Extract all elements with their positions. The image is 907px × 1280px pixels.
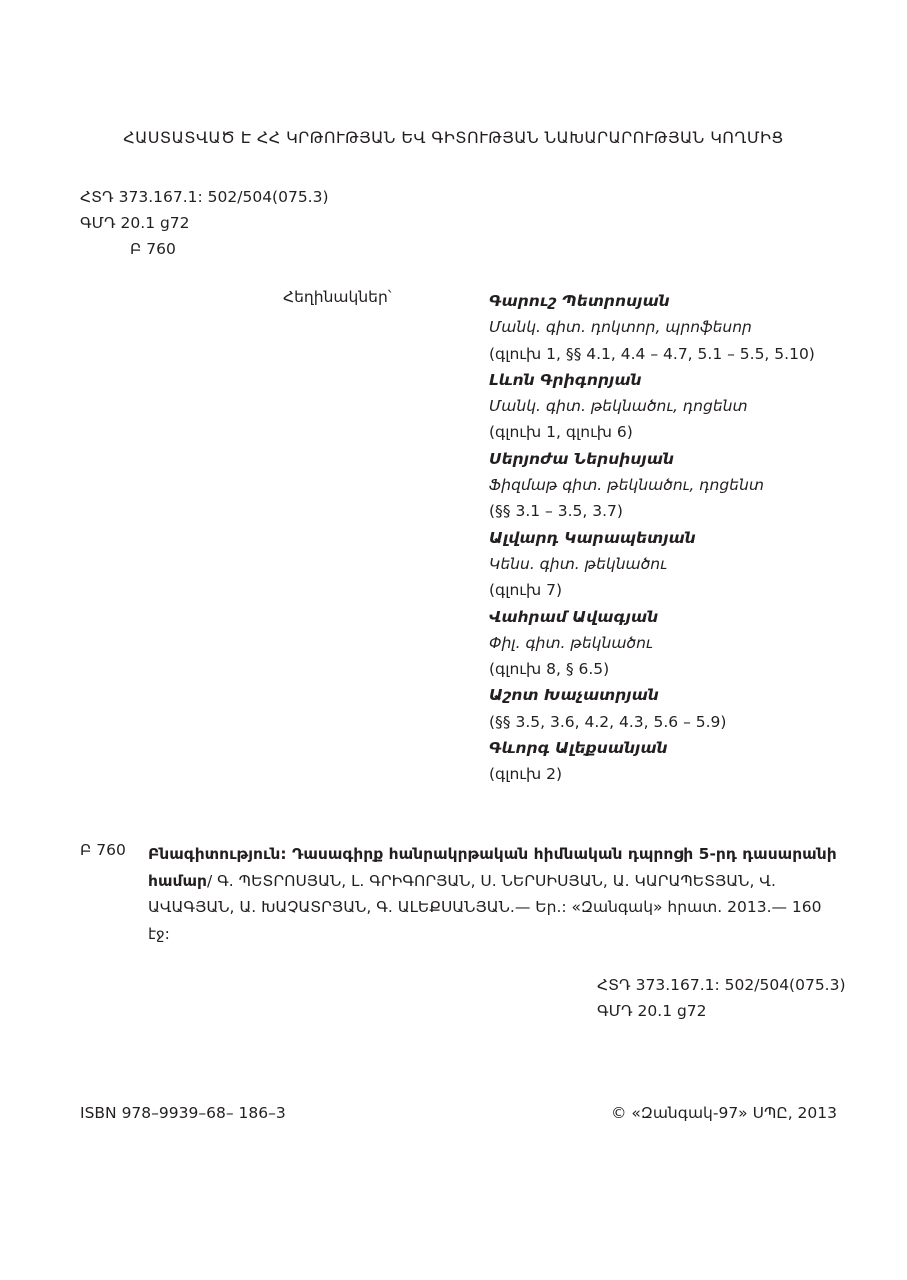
udc-code: ՀՏԴ 373.167.1: 502/504(075.3) [597, 976, 846, 994]
author-title: Ֆիզմաթ գիտ. թեկնածու, դոցենտ [489, 476, 764, 495]
authors-label: Հեղինակներ՝ [283, 288, 392, 306]
author-mark: Բ 760 [130, 240, 176, 258]
author-scope: (§§ 3.5, 3.6, 4.2, 4.3, 5.6 – 5.9) [489, 712, 727, 731]
classification-codes-top [80, 184, 329, 262]
author-scope: (§§ 3.1 – 3.5, 3.7) [489, 502, 623, 521]
author-scope: (գլուխ 1, գլուխ 6) [489, 423, 633, 442]
copyright: © «Զանգակ-97» ՍՊԸ, 2013 [610, 1104, 837, 1122]
author-name: Գևորգ Ալեքսանյան [489, 739, 668, 758]
author-name: Լևոն Գրիգորյան [489, 370, 642, 389]
biblio-code: Բ 760 [80, 841, 126, 859]
bibliographic-record [148, 841, 848, 947]
author-name: Գարուշ Պետրոսյան [489, 292, 670, 310]
author-name: Աշոտ Խաչատրյան [489, 686, 659, 705]
author-name: Ալվարդ Կարապետյան [489, 528, 696, 547]
book-title: Բնագիտություն: Դասագիրք հանրակրթական հիմնական դպրոցի 5-րդ դասարանի համար [148, 845, 837, 890]
udc-code: ՀՏԴ 373.167.1: 502/504(075.3) [80, 188, 329, 206]
authors-list [489, 288, 815, 788]
author-scope: (գլուխ 2) [489, 765, 563, 784]
author-scope: (գլուխ 7) [489, 581, 563, 600]
author-title: Փիլ. գիտ. թեկնածու [489, 633, 653, 652]
bbk-code: ԳՄԴ 20.1 ց72 [597, 1002, 707, 1020]
author-title: Մանկ. գիտ. դոկտոր, պրոֆեսոր [489, 318, 752, 337]
author-title: Մանկ. գիտ. թեկնածու, դոցենտ [489, 397, 748, 416]
classification-codes-bottom [597, 972, 846, 1024]
author-scope: (գլուխ 8, § 6.5) [489, 660, 610, 679]
isbn: ISBN 978–9939–68– 186–3 [80, 1104, 286, 1122]
author-title: Կենս. գիտ. թեկնածու [489, 554, 667, 573]
author-scope: (գլուխ 1, §§ 4.1, 4.4 – 4.7, 5.1 – 5.5, 5.10) [489, 344, 815, 363]
author-name: Սերյոժա Ներսիսյան [489, 449, 674, 468]
author-name: Վահրամ Ավագյան [489, 607, 659, 626]
approval-line: ՀԱՍՏԱՏՎԱԾ Է ՀՀ ԿՐԹՈՒԹՅԱՆ ԵՎ ԳԻՏՈՒԹՅԱՆ ՆԱԽԱՐԱՐՈՒԹՅԱՆ ԿՈՂՄԻՑ [123, 128, 784, 147]
bbk-code: ԳՄԴ 20.1 ց72 [80, 214, 190, 232]
book-details: / Գ. ՊԵՏՐՈՍՅԱՆ, Լ. ԳՐԻԳՈՐՅԱՆ, Ս. ՆԵՐՍԻՍՅԱՆ, Ա. ԿԱՐԱՊԵՏՅԱՆ, Վ. ԱՎԱԳՅԱՆ, Ա. ԽԱՉԱՏՐՅԱՆ, Գ. ԱԼԵՔՍԱՆՅԱՆ.— Եր.: «Զանգակ» հրատ. 2013.— 160 էջ: [148, 871, 822, 943]
